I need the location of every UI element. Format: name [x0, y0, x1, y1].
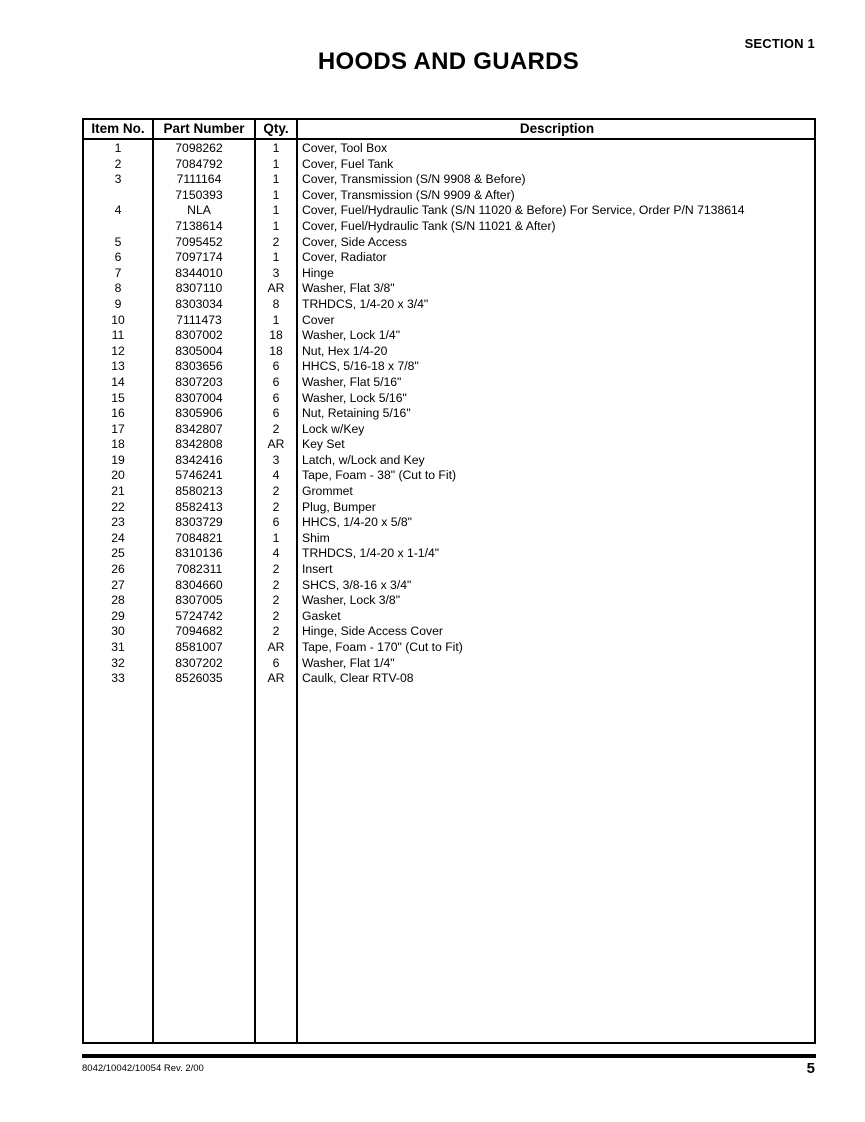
qty-cell: 18 — [269, 343, 283, 358]
part-number-cell: 8307110 — [175, 281, 223, 296]
qty-cell: 1 — [272, 203, 280, 218]
item-no-cell: 12 — [111, 343, 125, 358]
part-number-cell: 7111473 — [176, 312, 222, 327]
description-cell: Key Set — [302, 437, 345, 452]
parts-table — [82, 118, 816, 1044]
item-no-cell: 27 — [111, 577, 125, 592]
qty-cell: 6 — [272, 390, 280, 405]
part-number-cell: 7111164 — [176, 172, 222, 187]
description-cell: Latch, w/Lock and Key — [302, 452, 425, 467]
table-row — [84, 328, 814, 344]
description-cell: TRHDCS, 1/4-20 x 3/4" — [302, 296, 429, 311]
description-cell: Washer, Flat 1/4" — [302, 655, 395, 670]
item-no-cell: 24 — [111, 530, 125, 545]
table-row — [84, 609, 814, 625]
part-number-cell: 8307005 — [175, 593, 223, 608]
table-row — [84, 546, 814, 562]
part-number-cell: 8582413 — [175, 499, 223, 514]
qty-cell: 3 — [272, 265, 280, 280]
item-no-cell: 9 — [114, 296, 122, 311]
part-number-cell: 8303656 — [175, 359, 223, 374]
item-no-cell: 33 — [111, 671, 125, 686]
item-no-cell: 6 — [114, 250, 122, 265]
item-no-cell: 13 — [111, 359, 125, 374]
item-no-cell: 21 — [111, 484, 125, 499]
page-number: 5 — [806, 1060, 815, 1077]
item-no-cell: 2 — [114, 156, 122, 171]
item-no-cell: 26 — [111, 562, 125, 577]
qty-cell: AR — [267, 671, 285, 686]
qty-cell: 2 — [272, 421, 280, 436]
table-row — [84, 141, 814, 157]
header-item-no: Item No. — [91, 121, 145, 136]
table-row — [84, 375, 814, 391]
description-cell: HHCS, 5/16-18 x 7/8" — [302, 359, 419, 374]
item-no-cell: 15 — [111, 390, 125, 405]
item-no-cell: 28 — [111, 593, 125, 608]
qty-cell: 2 — [272, 624, 280, 639]
description-cell: Caulk, Clear RTV-08 — [302, 671, 414, 686]
part-number-cell: 8307004 — [175, 390, 223, 405]
qty-cell: 1 — [272, 530, 280, 545]
table-body — [84, 141, 814, 687]
table-row — [84, 235, 814, 251]
qty-cell: 2 — [272, 484, 280, 499]
qty-cell: 6 — [272, 359, 280, 374]
item-no-cell: 4 — [114, 203, 122, 218]
header-part-number: Part Number — [163, 121, 245, 136]
description-cell: Cover, Transmission (S/N 9908 & Before) — [302, 172, 526, 187]
description-cell: Washer, Lock 3/8" — [302, 593, 401, 608]
part-number-cell: 8304660 — [175, 577, 223, 592]
table-row — [84, 344, 814, 360]
description-cell: Cover, Tool Box — [302, 141, 388, 155]
table-row — [84, 266, 814, 282]
description-cell: Hinge, Side Access Cover — [302, 624, 443, 639]
qty-cell: 1 — [272, 156, 280, 171]
qty-cell: 2 — [272, 593, 280, 608]
table-row — [84, 406, 814, 422]
part-number-cell: 8581007 — [175, 640, 223, 654]
qty-cell: 1 — [272, 250, 280, 265]
item-no-cell: 31 — [111, 640, 125, 654]
qty-cell: 1 — [272, 187, 280, 202]
qty-cell: 2 — [272, 234, 280, 249]
part-number-cell: 8305906 — [175, 406, 223, 421]
qty-cell: 1 — [272, 141, 280, 155]
table-row — [84, 172, 814, 188]
table-row — [84, 640, 814, 656]
description-cell: Cover — [302, 312, 335, 327]
table-row — [84, 422, 814, 438]
description-cell: Cover, Fuel/Hydraulic Tank (S/N 11020 & Before) For Service, Order P/N 7138614 — [302, 203, 745, 218]
part-number-cell: 7082311 — [175, 562, 223, 577]
description-cell: SHCS, 3/8-16 x 3/4" — [302, 577, 412, 592]
description-cell: Washer, Flat 3/8" — [302, 281, 395, 296]
table-row — [84, 531, 814, 547]
table-row — [84, 219, 814, 235]
item-no-cell: 17 — [111, 421, 125, 436]
part-number-cell: 7098262 — [175, 141, 223, 155]
item-no-cell: 1 — [114, 141, 122, 155]
qty-cell: 8 — [272, 296, 280, 311]
revision-note: 8042/10042/10054 Rev. 2/00 — [82, 1063, 204, 1074]
table-row — [84, 359, 814, 375]
description-cell: Shim — [302, 530, 330, 545]
footer-rule — [82, 1054, 816, 1058]
qty-cell: 2 — [272, 608, 280, 623]
table-row — [84, 297, 814, 313]
item-no-cell: 11 — [111, 328, 125, 343]
description-cell: TRHDCS, 1/4-20 x 1-1/4" — [302, 546, 440, 561]
table-row — [84, 624, 814, 640]
qty-cell: 2 — [272, 499, 280, 514]
item-no-cell: 14 — [111, 374, 125, 389]
table-row — [84, 391, 814, 407]
item-no-cell: 3 — [114, 172, 122, 187]
table-row — [84, 562, 814, 578]
part-number-cell: 8307203 — [175, 374, 223, 389]
item-no-cell: 7 — [114, 265, 122, 280]
table-row — [84, 578, 814, 594]
qty-cell: 18 — [269, 328, 283, 343]
qty-cell: AR — [267, 437, 285, 452]
table-row — [84, 671, 814, 687]
description-cell: Lock w/Key — [302, 421, 365, 436]
item-no-cell: 19 — [111, 452, 125, 467]
qty-cell: AR — [267, 281, 285, 296]
part-number-cell: 7094682 — [175, 624, 223, 639]
header-divider — [84, 138, 814, 140]
part-number-cell: 7138614 — [175, 218, 223, 233]
part-number-cell: 8344010 — [175, 265, 223, 280]
header-qty: Qty. — [263, 121, 289, 136]
part-number-cell: 8305004 — [175, 343, 223, 358]
qty-cell: 4 — [272, 546, 280, 561]
qty-cell: 6 — [272, 406, 280, 421]
item-no-cell: 30 — [111, 624, 125, 639]
part-number-cell: 8307002 — [175, 328, 223, 343]
table-row — [84, 157, 814, 173]
description-cell: Insert — [302, 562, 333, 577]
part-number-cell: NLA — [187, 203, 211, 218]
qty-cell: 2 — [272, 577, 280, 592]
description-cell: Gasket — [302, 608, 341, 623]
description-cell: Nut, Retaining 5/16" — [302, 406, 411, 421]
table-row — [84, 593, 814, 609]
table-row — [84, 313, 814, 329]
part-number-cell: 8307202 — [175, 655, 223, 670]
item-no-cell: 20 — [111, 468, 125, 483]
table-row — [84, 515, 814, 531]
table-row — [84, 203, 814, 219]
description-cell: Washer, Lock 5/16" — [302, 390, 407, 405]
header-description: Description — [519, 121, 595, 136]
table-row — [84, 188, 814, 204]
part-number-cell: 7084792 — [175, 156, 223, 171]
part-number-cell: 8342808 — [175, 437, 223, 452]
part-number-cell: 7084821 — [175, 530, 223, 545]
qty-cell: 1 — [272, 172, 280, 187]
description-cell: Washer, Flat 5/16" — [302, 374, 402, 389]
part-number-cell: 8342807 — [175, 421, 223, 436]
part-number-cell: 8303729 — [175, 515, 223, 530]
description-cell: Cover, Side Access — [302, 234, 407, 249]
description-cell: Plug, Bumper — [302, 499, 376, 514]
qty-cell: 1 — [272, 312, 280, 327]
part-number-cell: 5746241 — [175, 468, 223, 483]
table-row — [84, 484, 814, 500]
table-row — [84, 281, 814, 297]
item-no-cell: 8 — [114, 281, 122, 296]
qty-cell: 2 — [272, 562, 280, 577]
part-number-cell: 5724742 — [175, 608, 223, 623]
description-cell: HHCS, 1/4-20 x 5/8" — [302, 515, 412, 530]
qty-cell: AR — [267, 640, 285, 654]
item-no-cell: 32 — [111, 655, 125, 670]
description-cell: Hinge — [302, 265, 334, 280]
item-no-cell: 25 — [111, 546, 125, 561]
item-no-cell: 29 — [111, 608, 125, 623]
table-row — [84, 250, 814, 266]
table-row — [84, 468, 814, 484]
part-number-cell: 8310136 — [175, 546, 223, 561]
description-cell: Washer, Lock 1/4" — [302, 328, 401, 343]
description-cell: Grommet — [302, 484, 353, 499]
item-no-cell: 22 — [111, 499, 125, 514]
description-cell: Cover, Fuel Tank — [302, 156, 394, 171]
qty-cell: 6 — [272, 374, 280, 389]
part-number-cell: 8342416 — [175, 452, 223, 467]
item-no-cell: 23 — [111, 515, 125, 530]
description-cell: Nut, Hex 1/4-20 — [302, 343, 388, 358]
description-cell: Cover, Fuel/Hydraulic Tank (S/N 11021 & After) — [302, 218, 556, 233]
qty-cell: 6 — [272, 655, 280, 670]
qty-cell: 1 — [272, 218, 280, 233]
page-title: HOODS AND GUARDS — [317, 48, 580, 75]
table-header — [84, 120, 814, 138]
qty-cell: 3 — [272, 452, 280, 467]
part-number-cell: 8526035 — [175, 671, 223, 686]
section-label: SECTION 1 — [744, 36, 815, 51]
description-cell: Tape, Foam - 38" (Cut to Fit) — [302, 468, 457, 483]
table-row — [84, 656, 814, 672]
part-number-cell: 7095452 — [175, 234, 223, 249]
description-cell: Cover, Transmission (S/N 9909 & After) — [302, 187, 515, 202]
qty-cell: 6 — [272, 515, 280, 530]
qty-cell: 4 — [272, 468, 280, 483]
item-no-cell: 18 — [111, 437, 125, 452]
table-row — [84, 453, 814, 469]
item-no-cell: 16 — [111, 406, 125, 421]
item-no-cell: 10 — [111, 312, 125, 327]
table-row — [84, 500, 814, 516]
description-cell: Cover, Radiator — [302, 250, 387, 265]
table-row — [84, 437, 814, 453]
item-no-cell: 5 — [114, 234, 122, 249]
part-number-cell: 8580213 — [175, 484, 223, 499]
part-number-cell: 8303034 — [175, 296, 223, 311]
description-cell: Tape, Foam - 170" (Cut to Fit) — [302, 640, 463, 654]
part-number-cell: 7097174 — [175, 250, 223, 265]
part-number-cell: 7150393 — [175, 187, 223, 202]
